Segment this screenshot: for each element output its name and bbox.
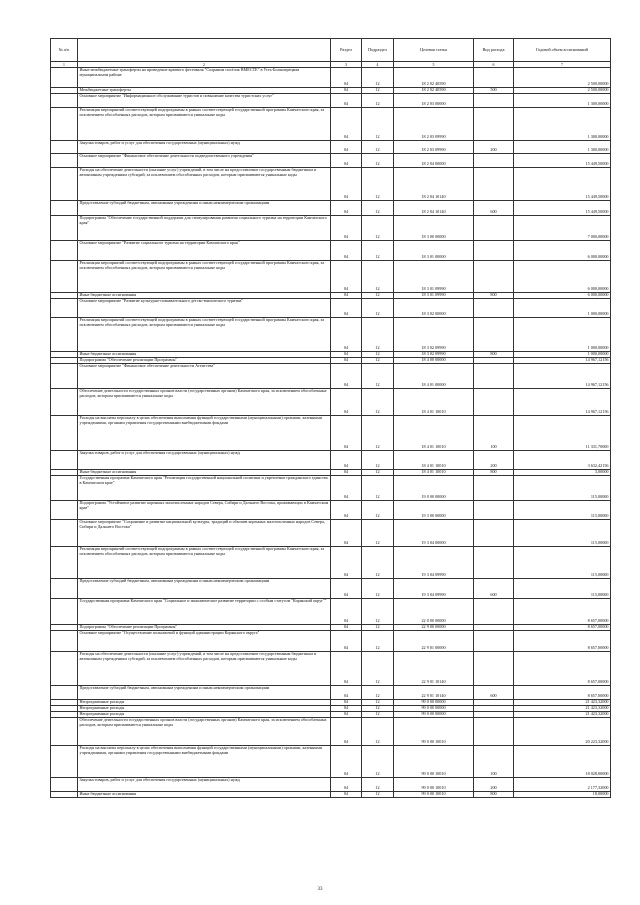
row-name: Основное мероприятие "Развитие социального туризма на территории Камчатского края" xyxy=(78,241,331,261)
row-expense-type: 200 xyxy=(474,451,514,470)
row-name: Иные бюджетные ассигнования xyxy=(78,293,331,299)
row-podrazdel: 12 xyxy=(362,712,394,718)
row-target-article: 19 3 00 00000 xyxy=(394,501,474,520)
row-podrazdel: 12 xyxy=(362,241,394,261)
row-number xyxy=(51,451,78,470)
row-name: Реализация мероприятий соответствующей подпрограммы в рамках соответствующей государственной программы Камчатского края, за исключением обособленных расходов, которым присваиваются уникальные коды xyxy=(78,547,331,579)
row-podrazdel: 12 xyxy=(362,364,394,389)
row-amount: 1 000,00000 xyxy=(514,299,611,318)
row-target-article: 99 0 00 10010 xyxy=(394,792,474,798)
row-expense-type xyxy=(474,599,514,625)
row-target-article: 19 3 04 09990 xyxy=(394,579,474,599)
row-amount: 115,00000 xyxy=(514,579,611,599)
row-amount: 14 967,12156 xyxy=(514,389,611,416)
row-number xyxy=(51,168,78,201)
row-podrazdel: 12 xyxy=(362,358,394,364)
row-amount: 8 657,00000 xyxy=(514,625,611,631)
row-name: Иные межбюджетные трансферты на проведение краевого фестиваля "Сохраним посёлок ВМЕСТЕ" в Усть-Большерецком муниципальном районе xyxy=(78,68,331,88)
row-number xyxy=(51,547,78,579)
table-row xyxy=(51,364,611,389)
row-expense-type: 600 xyxy=(474,686,514,700)
row-target-article: 18 3 01 09990 xyxy=(394,293,474,299)
row-number xyxy=(51,389,78,416)
row-expense-type xyxy=(474,631,514,652)
row-name: Реализация мероприятий соответствующей подпрограммы в рамках соответствующей государственной программы Камчатского края, за исключением обособленных расходов, которым присваиваются уникальные коды xyxy=(78,261,331,293)
table-row xyxy=(51,547,611,579)
row-podrazdel: 12 xyxy=(362,718,394,746)
row-name: Расходы на обеспечение деятельности (оказание услуг) учреждений, в том числе на предоставление государственным бюджетным и автономным учреждениям субсидий, за исключением обособленных расходов, которым присваиваются уникальные коды xyxy=(78,168,331,201)
row-podrazdel: 12 xyxy=(362,792,394,798)
row-podrazdel: 12 xyxy=(362,108,394,141)
row-podrazdel: 12 xyxy=(362,451,394,470)
table-row xyxy=(51,451,611,470)
row-razdel: 04 xyxy=(331,706,362,712)
row-amount: 2 500,00000 xyxy=(514,88,611,94)
row-target-article: 99 0 00 00000 xyxy=(394,706,474,712)
row-name: Непрограммные расходы xyxy=(78,712,331,718)
row-name: Непрограммные расходы xyxy=(78,706,331,712)
row-razdel: 04 xyxy=(331,108,362,141)
row-razdel: 04 xyxy=(331,364,362,389)
row-name: Обеспечение деятельности государственных органов власти (государственных органов) Камчатского края, за исключением обособленных расходов, которым присваиваются уникальные коды xyxy=(78,389,331,416)
column-number: 3 xyxy=(331,62,362,68)
row-number xyxy=(51,94,78,108)
row-target-article: 18 2 04 10140 xyxy=(394,201,474,216)
row-amount: 15 449,50000 xyxy=(514,154,611,168)
row-target-article: 18 3 02 09990 xyxy=(394,318,474,352)
row-number xyxy=(51,201,78,216)
row-amount: 21 423,32000 xyxy=(514,712,611,718)
row-podrazdel: 12 xyxy=(362,389,394,416)
row-expense-type xyxy=(474,154,514,168)
row-razdel: 04 xyxy=(331,792,362,798)
row-name: Закупка товаров, работ и услуг для обеспечения государственных (муниципальных) нужд xyxy=(78,451,331,470)
row-expense-type: 500 xyxy=(474,88,514,94)
table-row xyxy=(51,241,611,261)
row-expense-type xyxy=(474,547,514,579)
row-number xyxy=(51,778,78,792)
row-expense-type xyxy=(474,652,514,686)
row-podrazdel: 12 xyxy=(362,168,394,201)
row-number xyxy=(51,364,78,389)
row-razdel: 04 xyxy=(331,416,362,451)
row-razdel: 04 xyxy=(331,778,362,792)
row-name: Иные бюджетные ассигнования xyxy=(78,352,331,358)
row-target-article: 18 2 04 00000 xyxy=(394,154,474,168)
table-row xyxy=(51,631,611,652)
row-number xyxy=(51,241,78,261)
table-row xyxy=(51,68,611,88)
row-expense-type: 600 xyxy=(474,201,514,216)
row-amount: 18 028,00000 xyxy=(514,746,611,778)
row-number xyxy=(51,416,78,451)
row-target-article: 18 2 03 00000 xyxy=(394,94,474,108)
row-name: Подпрограмма "Обеспечение реализации Программы" xyxy=(78,625,331,631)
row-podrazdel: 12 xyxy=(362,625,394,631)
row-name: Расходы на выплаты персоналу в целях обеспечения выполнения функций государственными (муниципальными) органами, казенными учреждениями, органами управления государственными внебюджетными фондами xyxy=(78,416,331,451)
row-target-article: 22 9 01 10140 xyxy=(394,652,474,686)
row-razdel: 04 xyxy=(331,686,362,700)
row-name: Основное мероприятие "Финансовое обеспечение деятельности подведомственного учреждения" xyxy=(78,154,331,168)
row-target-article: 18 3 01 09990 xyxy=(394,261,474,293)
row-target-article: 99 0 00 10010 xyxy=(394,746,474,778)
row-name: Закупка товаров, работ и услуг для обеспечения государственных (муниципальных) нужд xyxy=(78,141,331,154)
row-name: Подпрограмма "Обеспечение государственной поддержки для стимулирования развития социального туризма на территории Камчатского края" xyxy=(78,216,331,241)
row-amount: 2 177,32000 xyxy=(514,778,611,792)
row-amount: 1 300,00000 xyxy=(514,141,611,154)
row-amount: 1 300,00000 xyxy=(514,108,611,141)
row-razdel: 04 xyxy=(331,293,362,299)
row-name: Основное мероприятие "Сохранение и развитие национальной культуры, традиций и обычаев коренных малочисленных народов Севера, Сибири и Дальнего Востока" xyxy=(78,520,331,547)
row-name: Подпрограмма "Обеспечение реализации Программы" xyxy=(78,358,331,364)
row-expense-type xyxy=(474,318,514,352)
row-target-article: 99 0 00 00000 xyxy=(394,700,474,706)
row-target-article: 18 3 02 09990 xyxy=(394,352,474,358)
row-razdel: 04 xyxy=(331,154,362,168)
row-target-article: 18 2 03 09990 xyxy=(394,141,474,154)
row-podrazdel: 12 xyxy=(362,706,394,712)
row-amount: 1 300,00000 xyxy=(514,94,611,108)
row-podrazdel: 12 xyxy=(362,686,394,700)
row-number xyxy=(51,318,78,352)
table-row xyxy=(51,299,611,318)
row-expense-type: 600 xyxy=(474,579,514,599)
row-target-article: 18 4 01 10010 xyxy=(394,470,474,476)
row-name: Иные бюджетные ассигнования xyxy=(78,792,331,798)
row-target-article: 99 0 00 10010 xyxy=(394,778,474,792)
row-name: Государственная программа Камчатского края "Социальное и экономическое развитие территории с особым статусом "Корякский округ"" xyxy=(78,599,331,625)
row-amount: 6 000,00000 xyxy=(514,241,611,261)
table-row xyxy=(51,579,611,599)
row-podrazdel: 12 xyxy=(362,652,394,686)
row-number xyxy=(51,501,78,520)
row-amount: 8 657,00000 xyxy=(514,599,611,625)
row-expense-type xyxy=(474,718,514,746)
row-expense-type xyxy=(474,216,514,241)
header-razdel: Раздел xyxy=(331,39,362,62)
row-target-article: 22 9 01 00000 xyxy=(394,631,474,652)
row-target-article: 22 9 00 00000 xyxy=(394,625,474,631)
row-amount: 14 967,12156 xyxy=(514,358,611,364)
row-target-article: 18 4 01 10010 xyxy=(394,416,474,451)
row-amount: 115,00000 xyxy=(514,547,611,579)
table-row xyxy=(51,520,611,547)
row-target-article: 22 9 01 10140 xyxy=(394,686,474,700)
table-row xyxy=(51,652,611,686)
row-target-article: 22 0 00 00000 xyxy=(394,599,474,625)
row-amount: 115,00000 xyxy=(514,501,611,520)
row-razdel: 04 xyxy=(331,299,362,318)
row-podrazdel: 12 xyxy=(362,599,394,625)
row-number xyxy=(51,746,78,778)
row-razdel: 04 xyxy=(331,547,362,579)
row-expense-type xyxy=(474,68,514,88)
row-target-article: 18 2 02 40590 xyxy=(394,68,474,88)
row-razdel: 04 xyxy=(331,718,362,746)
row-expense-type xyxy=(474,476,514,501)
row-amount: 18,00000 xyxy=(514,792,611,798)
row-target-article: 18 2 03 09990 xyxy=(394,108,474,141)
row-name: Основное мероприятие "Развитие культурно-познавательного детско-юношеского туризма" xyxy=(78,299,331,318)
row-razdel: 04 xyxy=(331,476,362,501)
table-row xyxy=(51,154,611,168)
row-expense-type: 100 xyxy=(474,746,514,778)
row-number xyxy=(51,261,78,293)
row-amount: 1 000,00000 xyxy=(514,318,611,352)
row-podrazdel: 12 xyxy=(362,261,394,293)
row-podrazdel: 12 xyxy=(362,94,394,108)
row-number xyxy=(51,216,78,241)
row-target-article: 18 3 00 00000 xyxy=(394,216,474,241)
row-razdel: 04 xyxy=(331,168,362,201)
row-razdel: 04 xyxy=(331,68,362,88)
table-row xyxy=(51,108,611,141)
row-podrazdel: 12 xyxy=(362,631,394,652)
row-expense-type: 800 xyxy=(474,470,514,476)
row-number xyxy=(51,520,78,547)
row-target-article: 18 3 01 00000 xyxy=(394,241,474,261)
row-amount: 3 632,42156 xyxy=(514,451,611,470)
row-podrazdel: 12 xyxy=(362,501,394,520)
row-name: Основное мероприятие "Информационное обслуживание туристов и повышение качества туристских услуг" xyxy=(78,94,331,108)
row-target-article: 19 3 04 00000 xyxy=(394,520,474,547)
budget-table xyxy=(50,38,611,798)
row-name: Расходы на обеспечение деятельности (оказание услуг) учреждений, в том числе на предоставление государственным бюджетным и автономным учреждениям субсидий, за исключением обособленных расходов, которым присваиваются уникальные коды xyxy=(78,652,331,686)
row-razdel: 04 xyxy=(331,318,362,352)
table-row xyxy=(51,94,611,108)
table-row xyxy=(51,599,611,625)
row-name: Иные бюджетные ассигнования xyxy=(78,470,331,476)
header-name xyxy=(78,39,331,62)
row-target-article: 99 0 00 10010 xyxy=(394,718,474,746)
row-number xyxy=(51,299,78,318)
row-amount: 11 331,70000 xyxy=(514,416,611,451)
row-expense-type xyxy=(474,241,514,261)
row-razdel: 04 xyxy=(331,599,362,625)
row-target-article: 19 0 00 00000 xyxy=(394,476,474,501)
row-name: Непрограммные расходы xyxy=(78,700,331,706)
row-podrazdel: 12 xyxy=(362,520,394,547)
row-name: Основное мероприятие "Финансовое обеспечение деятельности Агентства" xyxy=(78,364,331,389)
row-podrazdel: 12 xyxy=(362,293,394,299)
row-number xyxy=(51,631,78,652)
row-name: Основное мероприятие "Осуществление полномочий и функций администрации Корякского округа" xyxy=(78,631,331,652)
row-amount: 3,00000 xyxy=(514,470,611,476)
row-podrazdel: 12 xyxy=(362,154,394,168)
row-expense-type: 800 xyxy=(474,352,514,358)
row-amount: 14 967,12156 xyxy=(514,364,611,389)
column-number: 1 xyxy=(51,62,78,68)
table-row xyxy=(51,141,611,154)
page-number: 33 xyxy=(317,887,323,892)
row-razdel: 04 xyxy=(331,141,362,154)
row-podrazdel: 12 xyxy=(362,579,394,599)
row-name: Закупка товаров, работ и услуг для обеспечения государственных (муниципальных) нужд xyxy=(78,778,331,792)
header-target-article: Целевая статья xyxy=(394,39,474,62)
row-podrazdel: 12 xyxy=(362,201,394,216)
row-podrazdel: 12 xyxy=(362,141,394,154)
row-amount: 15 449,50000 xyxy=(514,168,611,201)
row-expense-type xyxy=(474,364,514,389)
column-number: 4 xyxy=(362,62,394,68)
row-razdel: 04 xyxy=(331,470,362,476)
row-name: Предоставление субсидий бюджетным, автономным учреждениям и иным некоммерческим организациям xyxy=(78,579,331,599)
row-amount: 20 223,32000 xyxy=(514,718,611,746)
row-razdel: 04 xyxy=(331,579,362,599)
table-row xyxy=(51,501,611,520)
table-row xyxy=(51,792,611,798)
row-podrazdel: 12 xyxy=(362,318,394,352)
row-target-article: 18 4 01 10010 xyxy=(394,451,474,470)
row-expense-type: 800 xyxy=(474,792,514,798)
column-number: 7 xyxy=(514,62,611,68)
row-expense-type: 200 xyxy=(474,778,514,792)
row-podrazdel: 12 xyxy=(362,746,394,778)
row-expense-type: 200 xyxy=(474,141,514,154)
table-header-row xyxy=(51,39,611,62)
row-razdel: 04 xyxy=(331,88,362,94)
row-name: Межбюджетные трансферты xyxy=(78,88,331,94)
row-podrazdel: 12 xyxy=(362,68,394,88)
row-target-article: 99 0 00 00000 xyxy=(394,712,474,718)
row-number xyxy=(51,652,78,686)
header-annual-amount: Годовой объем ассигнований xyxy=(514,39,611,62)
row-amount: 21 423,32000 xyxy=(514,706,611,712)
row-number xyxy=(51,599,78,625)
row-expense-type xyxy=(474,501,514,520)
column-number: 2 xyxy=(78,62,331,68)
row-name: Государственная программа Камчатского края "Реализация государственной национальной политики и укрепление гражданского единства в Камчатском крае" xyxy=(78,476,331,501)
table-row xyxy=(51,261,611,293)
table-row xyxy=(51,216,611,241)
row-name: Обеспечение деятельности государственных органов власти (государственных органов) Камчатского края, за исключением обособленных расходов, которым присваиваются уникальные коды xyxy=(78,718,331,746)
table-row xyxy=(51,718,611,746)
row-amount: 6 000,00000 xyxy=(514,261,611,293)
row-number xyxy=(51,579,78,599)
row-number xyxy=(51,68,78,88)
row-amount: 7 000,00000 xyxy=(514,216,611,241)
row-expense-type xyxy=(474,168,514,201)
row-podrazdel: 12 xyxy=(362,700,394,706)
row-razdel: 04 xyxy=(331,352,362,358)
row-expense-type xyxy=(474,389,514,416)
row-name: Предоставление субсидий бюджетным, автономным учреждениям и иным некоммерческим организациям xyxy=(78,201,331,216)
row-podrazdel: 12 xyxy=(362,778,394,792)
row-target-article: 18 4 01 00000 xyxy=(394,364,474,389)
row-podrazdel: 12 xyxy=(362,547,394,579)
row-podrazdel: 12 xyxy=(362,299,394,318)
row-podrazdel: 12 xyxy=(362,352,394,358)
row-amount: 115,00000 xyxy=(514,520,611,547)
row-amount: 15 449,50000 xyxy=(514,201,611,216)
row-podrazdel: 12 xyxy=(362,88,394,94)
column-number: 6 xyxy=(474,62,514,68)
row-target-article: 19 3 04 09990 xyxy=(394,547,474,579)
row-name: Реализация мероприятий соответствующей подпрограммы в рамках соответствующей государственной программы Камчатского края, за исключением обособленных расходов, которым присваиваются уникальные коды xyxy=(78,318,331,352)
row-razdel: 04 xyxy=(331,216,362,241)
row-amount: 1 000,00000 xyxy=(514,352,611,358)
table-row xyxy=(51,686,611,700)
row-amount: 8 657,00000 xyxy=(514,652,611,686)
row-number xyxy=(51,792,78,798)
header-podrazdel: Подраздел xyxy=(362,39,394,62)
column-number: 5 xyxy=(394,62,474,68)
row-number xyxy=(51,686,78,700)
row-amount: 2 500,00000 xyxy=(514,68,611,88)
row-number xyxy=(51,108,78,141)
row-expense-type xyxy=(474,94,514,108)
row-name: Расходы на выплаты персоналу в целях обеспечения выполнения функций государственными (муниципальными) органами, казенными учреждениями, органами управления государственными внебюджетными фондами xyxy=(78,746,331,778)
row-razdel: 04 xyxy=(331,94,362,108)
table-row xyxy=(51,389,611,416)
row-expense-type: 100 xyxy=(474,416,514,451)
row-razdel: 04 xyxy=(331,625,362,631)
row-podrazdel: 12 xyxy=(362,470,394,476)
table-row xyxy=(51,416,611,451)
row-expense-type: 800 xyxy=(474,293,514,299)
row-razdel: 04 xyxy=(331,261,362,293)
row-amount: 21 423,32000 xyxy=(514,700,611,706)
row-number xyxy=(51,476,78,501)
row-razdel: 04 xyxy=(331,501,362,520)
row-razdel: 04 xyxy=(331,451,362,470)
row-razdel: 04 xyxy=(331,358,362,364)
row-razdel: 04 xyxy=(331,520,362,547)
row-expense-type xyxy=(474,520,514,547)
row-name: Предоставление субсидий бюджетным, автономным учреждениям и иным некоммерческим организациям xyxy=(78,686,331,700)
row-razdel: 04 xyxy=(331,241,362,261)
row-podrazdel: 12 xyxy=(362,476,394,501)
row-razdel: 04 xyxy=(331,631,362,652)
row-target-article: 18 4 00 00000 xyxy=(394,358,474,364)
row-name: Подпрограмма "Устойчивое развитие коренных малочисленных народов Севера, Сибири и Дальнего Востока, проживающих в Камчатском крае" xyxy=(78,501,331,520)
row-target-article: 18 4 01 10010 xyxy=(394,389,474,416)
row-razdel: 04 xyxy=(331,712,362,718)
row-name: Реализация мероприятий соответствующей подпрограммы в рамках соответствующей государственной программы Камчатского края, за исключением обособленных расходов, которым присваиваются уникальные коды xyxy=(78,108,331,141)
table-row xyxy=(51,168,611,201)
row-target-article: 18 3 02 00000 xyxy=(394,299,474,318)
table-row xyxy=(51,476,611,501)
row-razdel: 04 xyxy=(331,652,362,686)
row-number xyxy=(51,141,78,154)
row-expense-type xyxy=(474,299,514,318)
row-razdel: 04 xyxy=(331,201,362,216)
row-razdel: 04 xyxy=(331,746,362,778)
row-amount: 8 657,00000 xyxy=(514,686,611,700)
row-razdel: 04 xyxy=(331,700,362,706)
row-target-article: 18 2 02 40590 xyxy=(394,88,474,94)
row-expense-type xyxy=(474,261,514,293)
row-number xyxy=(51,718,78,746)
row-podrazdel: 12 xyxy=(362,416,394,451)
header-number: № п/п xyxy=(51,39,78,62)
table-row xyxy=(51,318,611,352)
row-number xyxy=(51,154,78,168)
row-target-article: 18 2 04 10140 xyxy=(394,168,474,201)
row-expense-type xyxy=(474,108,514,141)
table-row xyxy=(51,778,611,792)
table-body xyxy=(51,68,611,798)
row-amount: 8 657,00000 xyxy=(514,631,611,652)
header-expense-type: Вид расхода xyxy=(474,39,514,62)
table-row xyxy=(51,201,611,216)
row-amount: 6 000,00000 xyxy=(514,293,611,299)
row-podrazdel: 12 xyxy=(362,216,394,241)
row-amount: 115,00000 xyxy=(514,476,611,501)
table-row xyxy=(51,746,611,778)
row-razdel: 04 xyxy=(331,389,362,416)
